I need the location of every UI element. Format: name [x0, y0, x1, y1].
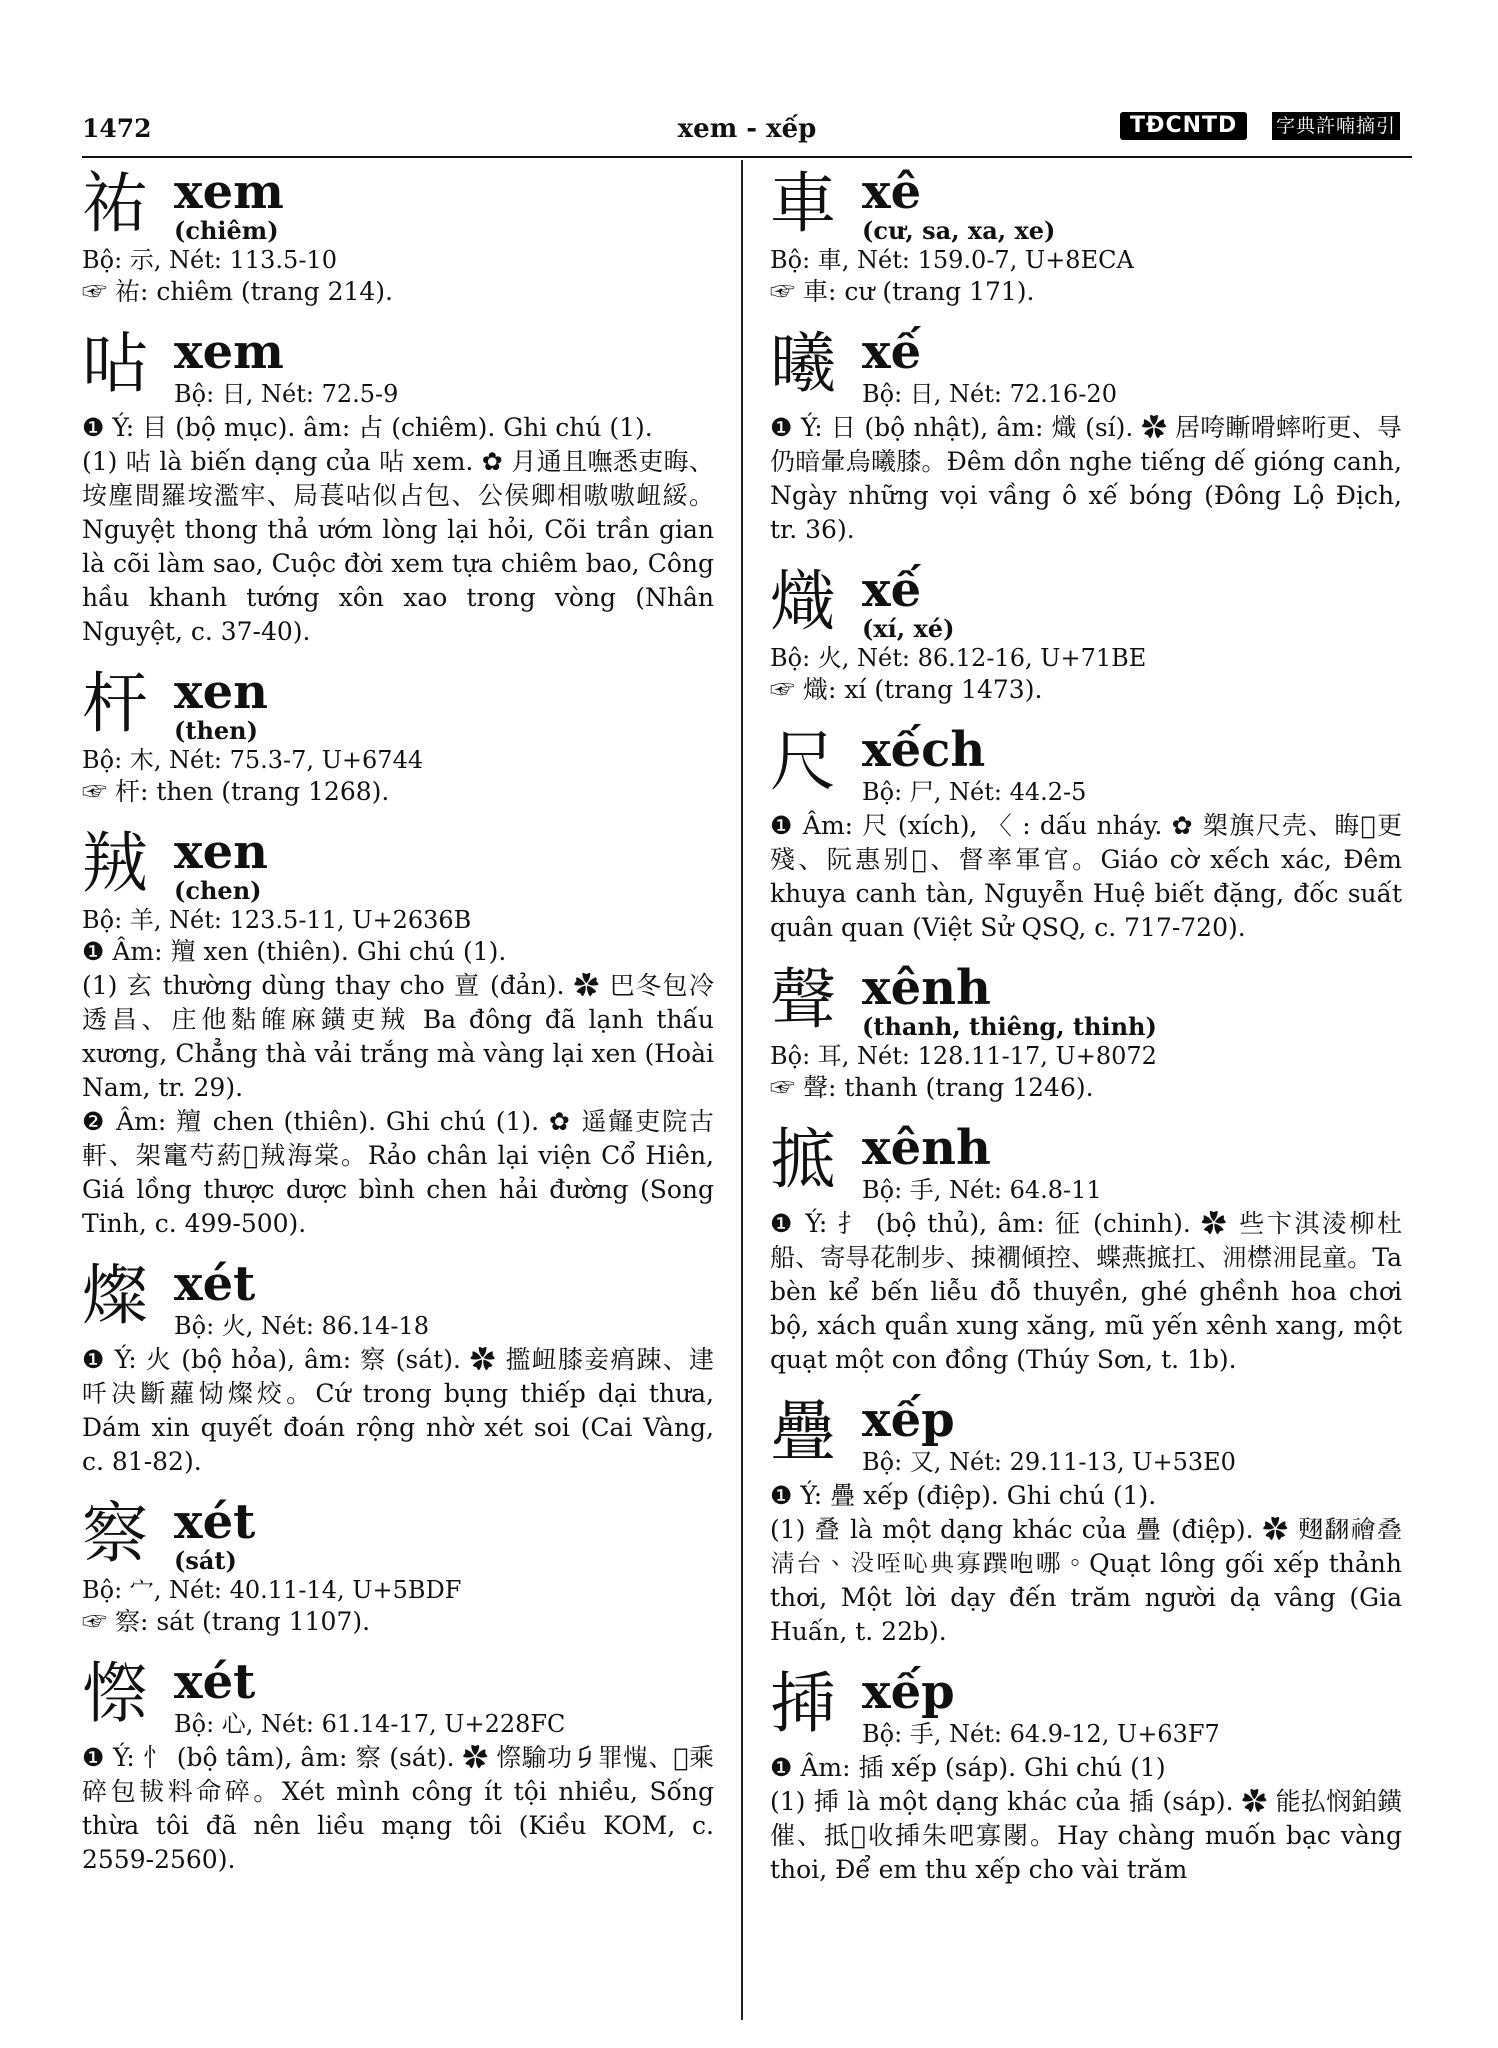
dictionary-entry [770, 723, 1402, 945]
entry-line: ☞ 聲: thanh (trang 1246). [770, 1073, 1094, 1102]
entry-line: ❶ Ý: 扌 (bộ thủ), âm: 征 (chinh). ✿ 些卞淇淩柳杜船、寄㝵花制步、拺襉傾控、蝶燕掋扛、𣳔㯲𣳔昆童。Ta bèn kể bến liễu đỗ thuyền, ghé ghềnh hoa chơi bộ, xách quần xung xăng, mũ yến xênh xang, một quạt một con đồng (Thúy Sơn, t. 1b). [770, 1209, 1402, 1374]
dictionary-entry [770, 1121, 1402, 1377]
radical-strokes: Bộ: 車, Nét: 159.0-7, U+8ECA [770, 246, 1134, 274]
han-character: 羢 [82, 825, 148, 902]
entry-line: ❷ Âm: 羶 chen (thiên). Ghi chú (1). ✿ 遥䪥吏院古軒、架竃芍葯𣰤羢海棠。Rảo chân lại viện Cổ Hiên, Giá lồng thược dược bình chen hải đường (Song Tinh, c. 499-500). [82, 1107, 714, 1238]
column-divider [741, 160, 743, 2020]
radical-strokes: Bộ: 手, Nét: 64.8-11 [862, 1176, 1102, 1204]
headword: xem [174, 324, 284, 380]
dictionary-entry [82, 1495, 714, 1639]
radical-strokes: Bộ: 宀, Nét: 40.11-14, U+5BDF [82, 1576, 462, 1604]
dictionary-entry [770, 325, 1402, 547]
headword: xét [174, 1654, 256, 1710]
right-column [770, 165, 1402, 1903]
entry-line: (1) 呫 là biến dạng của 呫 xem. ✿ 月通且嘸悉吏晦、垵塵間羅垵濫牢、局萇呫似占包、公侯卿相嗷嗷衄綏。Nguyệt thong thả ướm lòng lại hỏi, Cõi trần gian là cõi làm sao, Cuộc đời xem tựa chiêm bao, Công hầu khanh tướng xôn xao trong vòng (Nhân Nguyệt, c. 37-40). [82, 447, 714, 646]
entry-line: ☞ 祐: chiêm (trang 214). [82, 277, 393, 306]
han-character: 察 [82, 1495, 148, 1572]
page-header [82, 108, 1412, 148]
entry-line: ❶ Ý: 日 (bộ nhật), âm: 熾 (sí). ✿ 居咵䁪嗗蟀哘更、㝵仍暗暈烏曦膝。Đêm dồn nghe tiếng dế gióng canh, Ngày những vọi vầng ô xế bóng (Đông Lộ Địch, tr. 36). [770, 413, 1402, 544]
radical-strokes: Bộ: 火, Nét: 86.12-16, U+71BE [770, 644, 1147, 672]
han-character: 燦 [82, 1257, 148, 1334]
entry-line: ☞ 杆: then (trang 1268). [82, 777, 390, 806]
alt-readings: (thanh, thiêng, thinh) [862, 1012, 1157, 1041]
headword: xế [862, 324, 922, 380]
headword: xênh [862, 960, 991, 1016]
page-number: 1472 [82, 114, 152, 143]
han-character: 憏 [82, 1655, 148, 1732]
radical-strokes: Bộ: 日, Nét: 72.16-20 [862, 380, 1117, 408]
radical-strokes: Bộ: 又, Nét: 29.11-13, U+53E0 [862, 1448, 1236, 1476]
headword: xét [174, 1494, 256, 1550]
han-character: 杆 [82, 665, 148, 742]
entry-line: ❶ Âm: 羶 xen (thiên). Ghi chú (1). [82, 937, 507, 966]
headword: xếp [862, 1392, 955, 1448]
radical-strokes: Bộ: 心, Nét: 61.14-17, U+228FC [174, 1710, 566, 1738]
radical-strokes: Bộ: 羊, Nét: 123.5-11, U+2636B [82, 906, 472, 934]
entry-line: ☞ 熾: xí (trang 1473). [770, 675, 1043, 704]
entry-line: ❶ Âm: 尺 (xích), 〈 : dấu nháy. ✿ 槊旗尺壳、䀲𠼯更殘、阮惠别𠾕、督率軍官。Giáo cờ xếch xác, Đêm khuya canh tàn, Nguyễn Huệ biết đặng, đốc suất quân quan (Việt Sử QSQ, c. 717-720). [770, 811, 1402, 942]
han-character: 聲 [770, 961, 836, 1038]
entry-line: (1) 揷 là một dạng khác của 插 (sáp). ✿ 能払悯鉑鐄催、抵𡛔收揷朱吧寡閿。Hay chàng muốn bạc vàng thoi, Để em thu xếp cho vài trăm [770, 1787, 1402, 1884]
alt-readings: (then) [174, 716, 258, 745]
running-title: xem - xếp [677, 114, 817, 144]
dictionary-entry [82, 665, 714, 809]
dictionary-entry [770, 1393, 1402, 1649]
headword: xếch [862, 722, 986, 778]
radical-strokes: Bộ: 尸, Nét: 44.2-5 [862, 778, 1087, 806]
alt-readings: (chen) [174, 876, 262, 905]
headword: xem [174, 164, 284, 220]
entry-line: (1) 玄 thường dùng thay cho 亶 (đản). ✿ 巴冬包冷透昌、庄他䴴㿥麻鐄吏羢 Ba đông đã lạnh thấu xương, Chẳng thà vải trắng mà vàng lại xen (Hoài Nam, tr. 29). [82, 971, 714, 1102]
radical-strokes: Bộ: 火, Nét: 86.14-18 [174, 1312, 429, 1340]
left-column [82, 165, 714, 1893]
headword: xét [174, 1256, 256, 1312]
han-character: 曦 [770, 325, 836, 402]
radical-strokes: Bộ: 日, Nét: 72.5-9 [174, 380, 399, 408]
radical-strokes: Bộ: 手, Nét: 64.9-12, U+63F7 [862, 1720, 1220, 1748]
entry-line: ☞ 車: cư (trang 171). [770, 277, 1035, 306]
entry-line: (1) 叠 là một dạng khác của 疊 (điệp). ✿ 𦑃翻禬叠清台、没咥吣典寡䠣咆哪。Quạt lông gối xếp thảnh thơi, Một lời dạy đến trăm người dạ vâng (Gia Huấn, t. 22b). [770, 1515, 1402, 1646]
radical-strokes: Bộ: 木, Nét: 75.3-7, U+6744 [82, 746, 424, 774]
dictionary-entry [82, 165, 714, 309]
entry-line: ☞ 察: sát (trang 1107). [82, 1607, 371, 1636]
dictionary-entry [770, 563, 1402, 707]
dictionary-entry [770, 165, 1402, 309]
dictionary-entry [82, 1257, 714, 1479]
headword: xế [862, 562, 922, 618]
han-character: 呫 [82, 325, 148, 402]
dictionary-entry [82, 825, 714, 1241]
han-character: 掋 [770, 1121, 836, 1198]
headword: xênh [862, 1120, 991, 1176]
han-character: 揷 [770, 1665, 836, 1742]
dictionary-entry [82, 1655, 714, 1877]
radical-strokes: Bộ: 耳, Nét: 128.11-17, U+8072 [770, 1042, 1157, 1070]
radical-strokes: Bộ: 示, Nét: 113.5-10 [82, 246, 337, 274]
alt-readings: (cư, sa, xa, xe) [862, 216, 1056, 245]
entry-line: ❶ Ý: 火 (bộ hỏa), âm: 察 (sát). ✿ 㩜衄膝妾㾓踈、䢖吀决斷蘿恸燦烄。Cứ trong bụng thiếp dại thưa, Dám xin quyết đoán rộng nhờ xét soi (Cai Vàng, c. 81-82). [82, 1345, 714, 1476]
han-character: 車 [770, 165, 836, 242]
han-character: 熾 [770, 563, 836, 640]
publisher-logo: TĐCNTD [1120, 112, 1247, 140]
dictionary-entry [770, 1665, 1402, 1887]
book-logo: 字典許喃摘引 [1272, 112, 1400, 140]
alt-readings: (sát) [174, 1546, 237, 1575]
dictionary-entry [82, 325, 714, 649]
header-rule [82, 156, 1412, 158]
entry-line: ❶ Ý: 目 (bộ mục). âm: 占 (chiêm). Ghi chú (1). [82, 413, 653, 442]
entry-line: ❶ Âm: 插 xếp (sáp). Ghi chú (1) [770, 1753, 1166, 1782]
dictionary-entry [770, 961, 1402, 1105]
alt-readings: (chiêm) [174, 216, 279, 245]
headword: xen [174, 664, 269, 720]
han-character: 疊 [770, 1393, 836, 1470]
entry-line: ❶ Ý: 疊 xếp (điệp). Ghi chú (1). [770, 1481, 1157, 1510]
headword: xếp [862, 1664, 955, 1720]
headword: xê [862, 164, 922, 220]
han-character: 尺 [770, 723, 836, 800]
entry-line: ❶ Ý: 忄 (bộ tâm), âm: 察 (sát). ✿ 憏騟功𠂎罪𢢯、𦖑乘碎包韨料命碎。Xét mình công ít tội nhiều, Sống thừa tôi đã nên liều mạng tôi (Kiều KOM, c. 2559-2560). [82, 1743, 714, 1874]
headword: xen [174, 824, 269, 880]
han-character: 祐 [82, 165, 148, 242]
alt-readings: (xí, xé) [862, 614, 955, 643]
